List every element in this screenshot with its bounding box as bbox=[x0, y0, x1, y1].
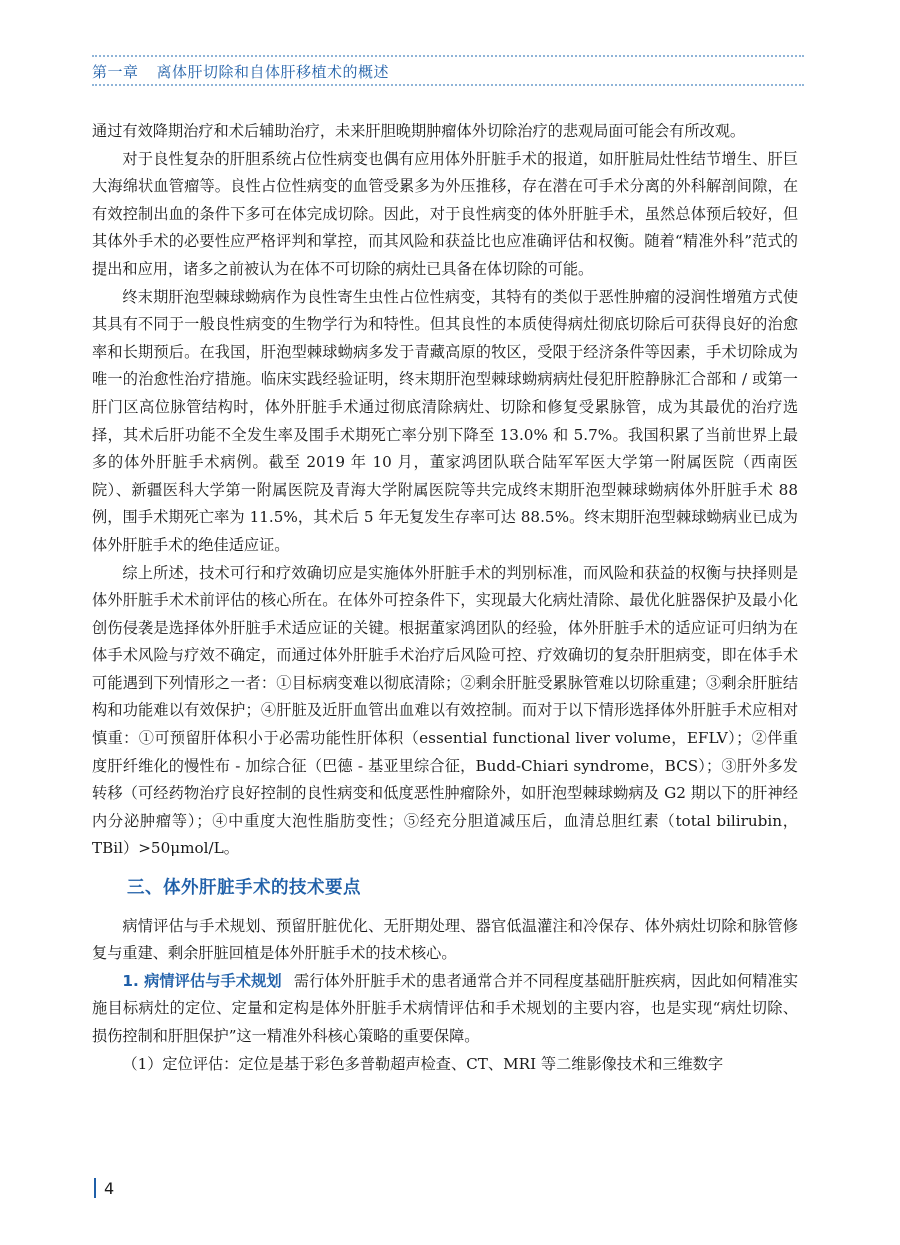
paragraph-2: 对于良性复杂的肝胆系统占位性病变也偶有应用体外肝脏手术的报道，如肝脏局灶性结节增生、肝巨大海绵状血管瘤等。良性占位性病变的血管受累多为外压推移，存在潜在可手术分离的外科解剖间隙，在有效控制出血的条件下多可在体完成切除。因此，对于良性病变的体外肝脏手术，虽然总体预后较好，但其体外手术的必要性应严格评判和掌控，而其风险和获益比也应准确评估和权衡。随着“精准外科”范式的提出和应用，诸多之前被认为在体不可切除的病灶已具备在体切除的可能。 bbox=[92, 149, 798, 278]
paragraph-5: 病情评估与手术规划、预留肝脏优化、无肝期处理、器官低温灌注和冷保存、体外病灶切除和脉管修复与重建、剩余肝脏回植是体外肝脏手术的技术核心。 bbox=[92, 916, 798, 963]
section-heading: 三、体外肝脏手术的技术要点 bbox=[127, 878, 361, 899]
paragraph-6-text: 需行体外肝脏手术的患者通常合并不同程度基础肝脏疾病，因此如何精准实施目标病灶的定位、定量和定构是体外肝脏手术病情评估和手术规划的主要内容，也是实现“病灶切除、损伤控制和肝胆保护”这一精准外科核心策略的重要保障。 bbox=[92, 971, 799, 1045]
paragraph-4: 综上所述，技术可行和疗效确切应是实施体外肝脏手术的判别标准，而风险和获益的权衡与抉择则是体外肝脏手术术前评估的核心所在。在体外可控条件下，实现最大化病灶清除、最优化脏器保护及最小化创伤侵袭是选择体外肝脏手术适应证的关键。根据董家鸿团队的经验，体外肝脏手术的适应证可归纳为在体手术风险与疗效不确定，而通过体外肝脏手术治疗后风险可控、疗效确切的复杂肝胆病变，即在体手术可能遇到下列情形之一者：①目标病变难以彻底清除；②剩余肝脏受累脉管难以切除重建；③剩余肝脏结构和功能难以有效保护；④肝脏及近肝血管出血难以有效控制。而对于以下情形选择体外肝脏手术应相对慎重：①可预留肝体积小于必需功能性肝体积（essential functional liver volume，EFLV）；②伴重度肝纤维化的慢性布 - 加综合征（巴德 - 基亚里综合征，Budd-Chiari syndrome，BCS）；③肝外多发转移（可经药物治疗良好控制的良性病变和低度恶性肿瘤除外，如肝泡型棘球蚴病及 G2 期以下的肝神经内分泌肿瘤等）；④中重度大泡性脂肪变性；⑤经充分胆道减压后，血清总胆红素（total bilirubin，TBil）>50μmol/L。 bbox=[92, 563, 798, 858]
header-dotted-rule-top bbox=[92, 55, 804, 57]
subsection-heading: 1. 病情评估与手术规划 bbox=[122, 971, 282, 990]
page-footer bbox=[94, 1176, 114, 1200]
chapter-label: 第一章 bbox=[92, 63, 139, 81]
paragraph-6 bbox=[92, 968, 798, 1051]
paragraph-7: （1）定位评估：定位是基于彩色多普勒超声检查、CT、MRI 等二维影像技术和三维数字 bbox=[122, 1054, 724, 1073]
paragraph-3: 终末期肝泡型棘球蚴病作为良性寄生虫性占位性病变，其特有的类似于恶性肿瘤的浸润性增殖方式使其具有不同于一般良性病变的生物学行为和特性。但其良性的本质使得病灶彻底切除后可获得良好的治愈率和长期预后。在我国，肝泡型棘球蚴病多发于青藏高原的牧区，受限于经济条件等因素，手术切除成为唯一的治愈性治疗措施。临床实践经验证明，终末期肝泡型棘球蚴病病灶侵犯肝腔静脉汇合部和 / 或第一肝门区高位脉管结构时，体外肝脏手术通过彻底清除病灶、切除和修复受累脉管，成为其最优的治疗选择，其术后肝功能不全发生率及围手术期死亡率分别下降至 13.0% 和 5.7%。我国积累了当前世界上最多的体外肝脏手术病例。截至 2019 年 10 月，董家鸿团队联合陆军军医大学第一附属医院（西南医院）、新疆医科大学第一附属医院及青海大学附属医院等共完成终末期肝泡型棘球蚴病体外肝脏手术 88 例，围手术期死亡率为 11.5%，其术后 5 年无复发生存率可达 88.5%。终末期肝泡型棘球蚴病业已成为体外肝脏手术的绝佳适应证。 bbox=[92, 287, 798, 554]
header-dotted-rule-bottom bbox=[92, 84, 804, 86]
running-header bbox=[92, 61, 389, 82]
page-number: 4 bbox=[104, 1178, 115, 1198]
footer-accent-bar bbox=[94, 1178, 96, 1198]
chapter-title: 离体肝切除和自体肝移植术的概述 bbox=[156, 63, 390, 81]
page-body bbox=[92, 118, 798, 1078]
paragraph-1: 通过有效降期治疗和术后辅助治疗，未来肝胆晚期肿瘤体外切除治疗的悲观局面可能会有所改观。 bbox=[92, 122, 746, 140]
